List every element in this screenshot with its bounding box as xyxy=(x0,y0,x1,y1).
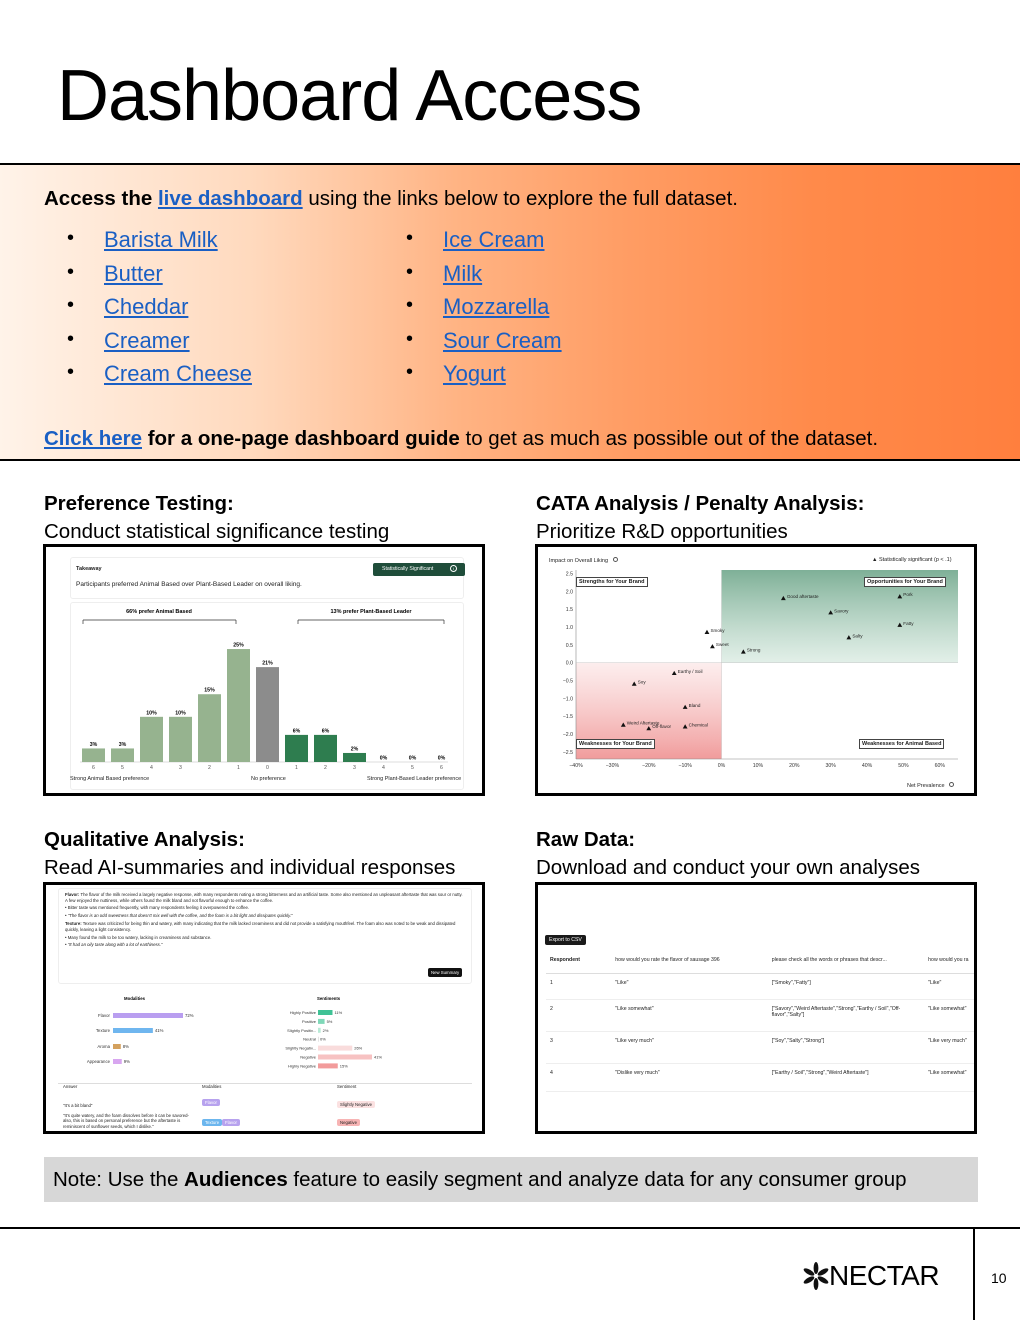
list-item: • Many found the milk to be too watery, lacking in creaminess and substance. xyxy=(65,934,212,940)
y-tick-label: 2.0 xyxy=(565,589,573,596)
list-item xyxy=(104,361,252,395)
bar-value-label: 10% xyxy=(175,710,186,717)
bar xyxy=(318,1063,338,1068)
cell: 4 xyxy=(550,1069,553,1076)
header-q3: how would you ra xyxy=(928,957,969,963)
bar-value-label: 10% xyxy=(146,710,157,717)
data-point xyxy=(710,644,715,648)
raw-subheading: Download and conduct your own analyses xyxy=(536,856,921,879)
x-tick-label: −30% xyxy=(605,763,620,769)
qualitative-charts xyxy=(46,885,482,1131)
dashboard-link-cream-cheese[interactable]: Cream Cheese xyxy=(104,361,252,386)
bar-value-label: 41% xyxy=(154,1028,164,1033)
takeaway-text: Participants preferred Animal Based over Plant-Based Leader on overall liking. xyxy=(76,581,302,588)
point-label: Savory xyxy=(834,608,849,614)
bar xyxy=(318,1055,372,1060)
bar-value-label: 25% xyxy=(233,642,244,649)
bar xyxy=(113,1013,183,1018)
cell: 3 xyxy=(550,1037,553,1044)
live-dashboard-link[interactable]: live dashboard xyxy=(157,187,303,210)
category-label: Highly Positive xyxy=(289,1010,316,1015)
dashboard-link-creamer[interactable]: Creamer xyxy=(104,327,190,353)
cell: "Like somewhat" xyxy=(928,1069,967,1076)
info-icon: i xyxy=(450,565,457,572)
x-tick-label: 6 xyxy=(92,765,95,771)
bar-value-label: 2% xyxy=(322,1027,329,1033)
dashboard-link-butter[interactable]: Butter xyxy=(104,260,163,286)
dashboard-link-mozzarella[interactable]: Mozzarella xyxy=(443,294,550,319)
new-summary-button[interactable]: New Summary xyxy=(428,968,462,977)
note-bold: Audiences xyxy=(184,1168,288,1191)
table-row xyxy=(546,1063,976,1091)
point-label: Weird Aftertaste xyxy=(626,720,660,726)
bracket-left xyxy=(83,620,236,624)
x-tick-label: 0% xyxy=(717,763,726,769)
texture-summary-label: Texture: xyxy=(65,921,82,927)
bar xyxy=(82,748,105,762)
bar-value-label: 41% xyxy=(374,1054,383,1060)
list-item: • Bitter taste was mentioned frequently, with many respondents feeling it overpowered the coffee. xyxy=(65,905,250,911)
bar-value-label: 3% xyxy=(89,741,98,748)
cata-screenshot xyxy=(535,544,977,796)
x-tick-label: 4 xyxy=(382,765,385,771)
x-tick-label: 5 xyxy=(411,765,414,771)
bar-value-label: 2% xyxy=(350,746,359,753)
list-item xyxy=(443,328,562,362)
row2-modality-tag-2: Flavor xyxy=(222,1119,240,1126)
cell: ["Earthy / Soil","Strong","Weird Aftertaste"] xyxy=(771,1069,869,1076)
y-tick-label: 0.5 xyxy=(565,642,573,649)
cell: ["Smoky","Fatty"] xyxy=(771,979,811,986)
table-row xyxy=(546,1031,976,1063)
guide-bold: for a one-page dashboard guide xyxy=(147,427,460,450)
cata-x-title-text: Net Prevalence xyxy=(907,783,945,789)
bar-value-label: 8% xyxy=(122,1044,129,1049)
category-label: Negative xyxy=(300,1054,316,1060)
x-tick-label: 6 xyxy=(440,765,443,771)
nectar-flower-icon xyxy=(803,1262,829,1290)
divider xyxy=(58,1083,472,1084)
category-label: Flavor xyxy=(98,1013,110,1018)
col-modalities: Modalities xyxy=(202,1084,222,1089)
bar xyxy=(318,1046,352,1051)
cell: 2 xyxy=(550,1005,553,1012)
point-label: Sweet xyxy=(715,642,729,648)
list-item xyxy=(104,227,252,261)
cata-legend: ▲ Statistically significant (p < .1) xyxy=(872,557,952,563)
intro-suffix: using the links below to explore the full dataset. xyxy=(308,187,738,210)
y-tick-label: 1.0 xyxy=(565,625,573,632)
dashboard-link-sour-cream[interactable]: Sour Cream xyxy=(443,327,562,353)
dashboard-link-barista-milk[interactable]: Barista Milk xyxy=(104,227,218,252)
dashboard-guide-line xyxy=(44,427,878,451)
category-label: Slightly Positiv... xyxy=(287,1027,316,1033)
dashboard-intro xyxy=(44,187,738,211)
point-label: Smoky xyxy=(710,627,725,633)
point-label: Fatty xyxy=(903,620,914,626)
x-tick-label: 5 xyxy=(121,765,124,771)
raw-data-table xyxy=(546,957,976,1092)
bracket-right-label: 13% prefer Plant-Based Leader xyxy=(330,609,412,615)
x-tick-label: 3 xyxy=(353,765,356,771)
axis-left-label: Strong Animal Based preference xyxy=(70,776,150,782)
footer-divider xyxy=(0,1227,1020,1229)
bar xyxy=(113,1059,122,1064)
bar xyxy=(169,717,192,762)
bar xyxy=(318,1010,332,1015)
preference-subheading: Conduct statistical significance testing xyxy=(44,520,390,543)
x-tick-label: 50% xyxy=(898,763,909,769)
bar-value-label: 6% xyxy=(321,728,330,735)
x-tick-label: −40% xyxy=(569,763,583,769)
raw-data-table-wrap xyxy=(546,957,976,1092)
bullet-3: Many found the milk to be too watery, lacking in creaminess and substance. xyxy=(67,934,212,940)
point-label: Strong xyxy=(746,647,761,653)
category-label: Slightly Negativ... xyxy=(285,1045,316,1051)
cell: "Like somewhat" xyxy=(615,1005,654,1012)
x-tick-label: 3 xyxy=(179,765,182,771)
export-csv-button[interactable]: Export to CSV xyxy=(545,935,586,945)
bar xyxy=(343,753,366,762)
raw-data-screenshot xyxy=(535,882,977,1134)
category-label: Positive xyxy=(301,1018,316,1024)
x-tick-label: 60% xyxy=(934,763,946,769)
cata-y-title-text: Impact on Overall Liking xyxy=(549,558,608,564)
bar xyxy=(111,748,134,762)
header-respondent: Respondent xyxy=(550,957,580,963)
qualitative-screenshot xyxy=(43,882,485,1134)
bracket-left-label: 66% prefer Animal Based xyxy=(126,609,192,615)
cell: "Like somewhat" xyxy=(928,1005,967,1012)
cell: "Dislike very much" xyxy=(615,1069,660,1076)
list-item xyxy=(443,227,562,261)
x-tick-label: 2 xyxy=(324,765,327,771)
bar xyxy=(256,667,279,762)
x-tick-label: −10% xyxy=(678,763,692,769)
bar-value-label: 0% xyxy=(379,755,388,762)
bar-value-label: 0% xyxy=(408,755,417,762)
row2-modality-tag-1: Texture xyxy=(202,1119,222,1126)
row1-modality-tag: Flavor xyxy=(202,1099,220,1106)
bar-value-label: 9% xyxy=(123,1059,130,1064)
header-q1: how would you rate the flavor of sausage 396 xyxy=(615,957,720,963)
x-tick-label: 1 xyxy=(237,765,240,771)
preference-chart xyxy=(46,547,482,793)
dashboard-links-banner xyxy=(0,163,1020,461)
modalities-bars xyxy=(87,1013,194,1064)
x-tick-label: 40% xyxy=(861,763,873,769)
bar xyxy=(314,735,337,762)
bar xyxy=(318,1028,321,1033)
bar-value-label: 15% xyxy=(339,1063,348,1069)
page-title: Dashboard Access xyxy=(57,56,642,136)
cell: 1 xyxy=(550,979,553,986)
bar xyxy=(318,1019,325,1024)
bar-value-label: 21% xyxy=(262,660,273,667)
audiences-note xyxy=(44,1157,978,1202)
bar-value-label: 5% xyxy=(326,1018,333,1024)
cata-subheading: Prioritize R&D opportunities xyxy=(536,520,788,543)
header-q2: please check all the words or phrases that descr... xyxy=(771,957,887,963)
preference-bars xyxy=(82,643,446,771)
note-suffix: feature to easily segment and analyze data for any consumer group xyxy=(293,1168,907,1191)
qualitative-heading: Qualitative Analysis: xyxy=(44,828,245,851)
texture-summary-text: Texture was criticized for being thin and watery, with many indicating that the milk lacked creaminess and did not provide a satisfying mouthfeel. The foam also was noted to be weak and dissipated quickly, leaving a light consistency. xyxy=(65,921,456,932)
dashboard-link-ice-cream[interactable]: Ice Cream xyxy=(443,227,545,252)
list-item xyxy=(104,294,252,328)
col-sentiment: Sentiment xyxy=(337,1084,357,1089)
y-tick-label: −1.5 xyxy=(562,714,573,721)
bar-value-label: 11% xyxy=(334,1010,343,1015)
page-number: 10 xyxy=(991,1270,1007,1286)
preference-screenshot xyxy=(43,544,485,796)
cell: "Like very much" xyxy=(928,1037,967,1044)
dashboard-link-yogurt[interactable]: Yogurt xyxy=(443,361,506,386)
y-tick-label: 0.0 xyxy=(565,660,573,667)
bullet-1: Bitter taste was mentioned frequently, with many respondents feeling it overpowered the coffee. xyxy=(67,905,250,911)
bar xyxy=(113,1044,121,1049)
bar xyxy=(198,694,221,762)
point-label: Earthy / Soil xyxy=(677,668,703,674)
bar-value-label: 72% xyxy=(185,1013,194,1018)
x-tick-label: 2 xyxy=(208,765,211,771)
cell: "Like very much" xyxy=(615,1037,654,1044)
info-icon xyxy=(949,782,954,787)
dashboard-links-left xyxy=(104,227,252,395)
list-item: • "It had an oily taste along with a lot of earthiness." xyxy=(65,942,163,948)
qualitative-subheading: Read AI-summaries and individual responses xyxy=(44,856,456,879)
quadrant-weak-animal: Weaknesses for Animal Based xyxy=(859,739,944,749)
sentiments-bars xyxy=(285,1010,382,1068)
y-tick-label: 1.5 xyxy=(565,607,573,614)
cell: ["Soy","Salty","Strong"] xyxy=(771,1037,825,1044)
significance-badge-label: Statistically Significant xyxy=(382,566,434,572)
intro-prefix: Access the xyxy=(44,187,153,210)
x-tick-label: 10% xyxy=(752,763,764,769)
list-item xyxy=(443,361,562,395)
brand-name: NECTAR xyxy=(829,1260,940,1291)
list-item: • "The flavor is an odd sweetness that doesn't mix well with the coffee, and the foam is a bit light and dissipates quickly." xyxy=(65,912,293,918)
dashboard-link-cheddar[interactable]: Cheddar xyxy=(104,294,189,319)
y-tick-label: −2.5 xyxy=(562,749,573,756)
list-item xyxy=(104,328,252,362)
flavor-summary-text: The flavor of the milk received a largely negative response, with many respondents noting a strong bitterness and an artificial taste. Some also mentioned an unpleasant aftertaste that was sour or nutty. A few enjoyed the nuttiness, while others found the milk bland and not flavorful enough to enhance the coffee. xyxy=(65,892,463,903)
bar-value-label: 0% xyxy=(320,1036,326,1042)
category-label: Neutral xyxy=(303,1036,316,1042)
list-item xyxy=(443,261,562,295)
list-item xyxy=(443,294,562,328)
x-tick-label: 30% xyxy=(825,763,836,769)
y-tick-label: 2.5 xyxy=(565,571,573,578)
col-answer: Answer xyxy=(63,1084,78,1089)
list-item xyxy=(104,261,252,295)
preference-heading: Preference Testing: xyxy=(44,492,234,515)
point-label: Off-flavor xyxy=(652,724,672,730)
cata-heading: CATA Analysis / Penalty Analysis: xyxy=(536,492,865,515)
point-label: Good aftertaste xyxy=(786,594,819,600)
table-row xyxy=(546,973,976,999)
bar xyxy=(113,1028,153,1033)
table-header-row xyxy=(546,957,976,973)
sentiments-title: Sentiments xyxy=(317,996,341,1001)
quadrant-weak-brand: Weaknesses for Your Brand xyxy=(576,739,655,749)
point-label: Chemical xyxy=(688,722,708,728)
x-tick-label: −20% xyxy=(642,763,656,769)
dashboard-links-right xyxy=(443,227,562,395)
data-point xyxy=(705,630,710,634)
row1-answer: "It's a bit bland" xyxy=(63,1103,93,1108)
bar-value-label: 6% xyxy=(292,728,301,735)
axis-mid-label: No preference xyxy=(251,776,286,782)
category-label: Aroma xyxy=(97,1044,110,1049)
bracket-right xyxy=(298,620,444,624)
cell: ["Savory","Weird Aftertaste","Strong","Earthy / Soil","Off-flavor","Salty"] xyxy=(771,1005,901,1018)
bar xyxy=(285,735,308,762)
flavor-summary-label: Flavor: xyxy=(65,892,80,897)
cell: "Like" xyxy=(615,979,629,986)
x-tick-label: 4 xyxy=(150,765,153,771)
y-tick-label: −2.0 xyxy=(562,732,573,739)
row2-answer: "It's quite watery, and the foam dissolves before it can be savored- also, this is based on personal preference but the aftertaste is reminiscent of sunflower seeds, which I dislike." xyxy=(63,1113,189,1129)
quadrant-strengths: Strengths for Your Brand xyxy=(576,577,648,587)
category-label: Highly Negative xyxy=(287,1063,316,1069)
note-prefix: Note: Use the xyxy=(53,1168,179,1191)
cata-x-title xyxy=(907,782,954,789)
raw-heading: Raw Data: xyxy=(536,828,636,851)
category-label: Appearance xyxy=(86,1059,110,1064)
y-tick-label: −0.5 xyxy=(562,678,573,685)
cata-quadrants xyxy=(576,570,958,759)
dashboard-link-milk[interactable]: Milk xyxy=(443,260,483,286)
point-label: Soy xyxy=(637,679,646,685)
brand-logo xyxy=(803,1260,939,1292)
cell: "Like" xyxy=(928,979,942,986)
x-tick-label: 20% xyxy=(789,763,800,769)
x-tick-label: 0 xyxy=(266,765,269,771)
bar-value-label: 0% xyxy=(437,755,446,762)
axis-right-label: Strong Plant-Based Leader preference xyxy=(367,776,462,782)
guide-link[interactable]: Click here xyxy=(44,427,142,450)
table-row xyxy=(546,999,976,1031)
bar xyxy=(227,649,250,762)
bullet-4: "It had an oily taste along with a lot of earthiness." xyxy=(67,942,163,948)
bar-value-label: 3% xyxy=(118,741,127,748)
bar-value-label: 26% xyxy=(354,1045,363,1051)
takeaway-label: Takeaway xyxy=(76,566,102,572)
bullet-2: "The flavor is an odd sweetness that doesn't mix well with the coffee, and the foam is a bit light and dissipates quickly." xyxy=(67,912,293,918)
point-label: Pork xyxy=(903,592,913,598)
bar xyxy=(318,1037,319,1042)
guide-suffix: to get as much as possible out of the dataset. xyxy=(465,427,879,450)
point-label: Salty xyxy=(852,633,863,639)
footer-vertical-divider xyxy=(973,1227,975,1320)
row1-sentiment-tag: Slightly Negative xyxy=(337,1101,375,1108)
category-label: Texture xyxy=(95,1028,110,1033)
quadrant-opportunities: Opportunities for Your Brand xyxy=(864,577,946,587)
modalities-title: Modalities xyxy=(124,996,146,1001)
y-tick-label: −1.0 xyxy=(562,696,573,703)
row2-sentiment-tag: Negative xyxy=(337,1119,360,1126)
bar xyxy=(140,717,163,762)
x-tick-label: 1 xyxy=(295,765,298,771)
point-label: Bland xyxy=(688,702,701,708)
bar-value-label: 15% xyxy=(204,687,215,694)
